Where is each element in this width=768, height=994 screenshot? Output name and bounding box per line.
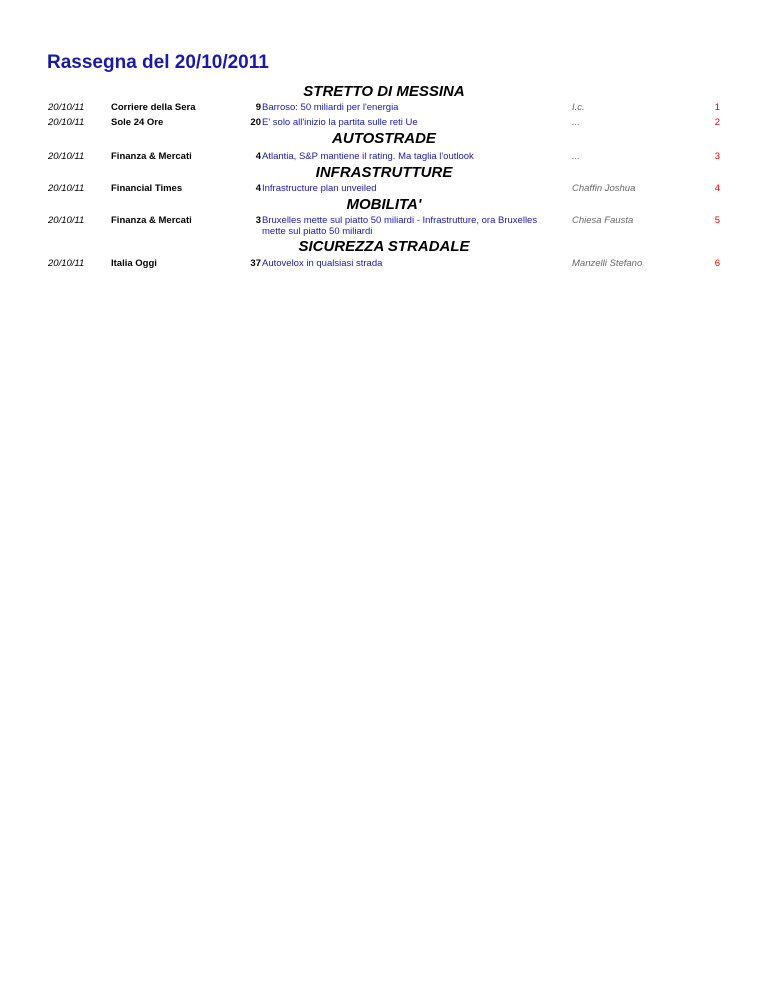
row-source: Financial Times	[111, 183, 183, 194]
row-page: 4	[255, 183, 261, 194]
row-headline-link[interactable]: Barroso: 50 miliardi per l'energia	[262, 102, 399, 113]
row-source: Finanza & Mercati	[111, 215, 192, 226]
row-author: Manzelli Stefano	[572, 258, 643, 269]
row-date: 20/10/11	[48, 215, 85, 226]
section-heading: MOBILITA'	[346, 196, 422, 213]
row-page: 9	[255, 102, 261, 113]
row-date: 20/10/11	[48, 151, 85, 162]
row-headline-link[interactable]: E' solo all'inizio la partita sulle reti Ue	[262, 117, 418, 128]
row-page: 20	[250, 117, 261, 128]
row-number: 3	[714, 151, 720, 162]
row-author: Chiesa Fausta	[572, 215, 634, 226]
row-number: 2	[714, 117, 720, 128]
row-page: 37	[250, 258, 261, 269]
row-number: 4	[714, 183, 720, 194]
row-page: 3	[255, 215, 261, 226]
row-date: 20/10/11	[48, 258, 85, 269]
row-headline-link[interactable]: Infrastructure plan unveiled	[262, 183, 377, 194]
row-source: Corriere della Sera	[111, 102, 196, 113]
row-author: Chaffin Joshua	[572, 183, 636, 194]
row-date: 20/10/11	[48, 183, 85, 194]
row-headline-link[interactable]: Atlantia, S&P mantiene il rating. Ma taglia l'outlook	[262, 151, 474, 162]
page-title: Rassegna del 20/10/2011	[47, 52, 269, 73]
section-heading: INFRASTRUTTURE	[315, 164, 453, 181]
row-number: 1	[714, 102, 720, 113]
row-author: ...	[572, 151, 580, 162]
row-date: 20/10/11	[48, 102, 85, 113]
row-source: Finanza & Mercati	[111, 151, 192, 162]
row-date: 20/10/11	[48, 117, 85, 128]
row-headline-link[interactable]: Autovelox in qualsiasi strada	[262, 258, 383, 269]
row-author: ...	[572, 117, 580, 128]
row-source: Sole 24 Ore	[111, 117, 164, 128]
row-headline-link[interactable]: Bruxelles mette sul piatto 50 miliardi - Infrastrutture, ora Bruxelles mette sul piatto 50 miliardi	[262, 215, 538, 237]
row-source: Italia Oggi	[111, 258, 157, 269]
row-number: 6	[714, 258, 720, 269]
section-heading: SICUREZZA STRADALE	[298, 238, 470, 255]
row-number: 5	[714, 215, 720, 226]
row-author: I.c.	[572, 102, 585, 113]
section-heading: AUTOSTRADE	[332, 130, 436, 147]
section-heading: STRETTO DI MESSINA	[303, 83, 465, 100]
row-page: 4	[255, 151, 261, 162]
